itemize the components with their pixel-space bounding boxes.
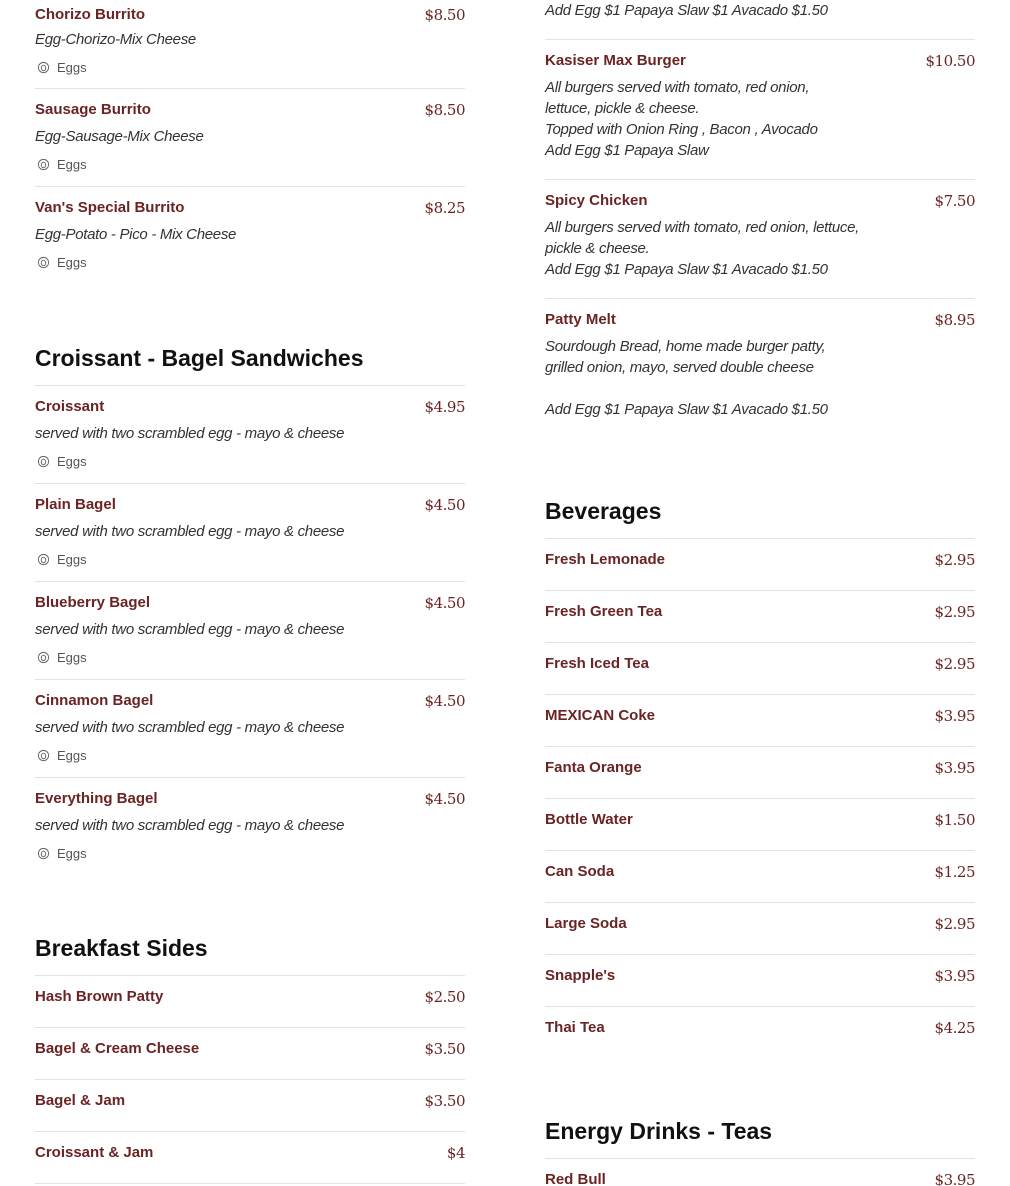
item-price: $8.50 xyxy=(424,101,465,119)
menu-item xyxy=(35,187,465,285)
section-header xyxy=(545,1118,975,1159)
croissant-bagel-section xyxy=(35,345,465,876)
menu-item xyxy=(545,799,975,851)
egg-icon xyxy=(37,553,50,566)
item-name: Chorizo Burrito xyxy=(35,6,145,23)
item-name: Plain Bagel xyxy=(35,496,116,513)
item-description: served with two scrambled egg - mayo & cheese xyxy=(35,523,345,540)
item-price: $8.50 xyxy=(424,6,465,24)
tag-label: Eggs xyxy=(57,157,87,172)
item-price: $2.50 xyxy=(424,988,465,1006)
item-description: Add Egg $1 Papaya Slaw $1 Avacado $1.50 xyxy=(545,2,828,19)
item-name: MEXICAN Coke xyxy=(545,707,656,724)
menu-item xyxy=(545,851,975,903)
menu-item xyxy=(35,582,465,680)
burritos-section xyxy=(35,0,465,285)
menu-item xyxy=(35,0,465,89)
egg-icon xyxy=(37,256,50,269)
tag-label: Eggs xyxy=(57,846,87,861)
menu-item xyxy=(545,180,975,299)
item-price: $4 xyxy=(446,1144,465,1162)
section-title: Beverages xyxy=(545,498,662,524)
menu-item xyxy=(35,386,465,484)
tag-label: Eggs xyxy=(57,650,87,665)
section-header xyxy=(545,498,975,539)
item-name: Hash Brown Patty xyxy=(35,988,164,1005)
section-title: Breakfast Sides xyxy=(35,935,208,961)
item-price: $3.95 xyxy=(934,707,975,725)
egg-icon xyxy=(37,455,50,468)
item-name: Croissant & Jam xyxy=(35,1144,154,1161)
item-name: Fresh Lemonade xyxy=(545,551,666,568)
item-name: Red Bull xyxy=(545,1171,606,1186)
item-name: Blueberry Bagel xyxy=(35,594,151,611)
menu-item xyxy=(35,1080,465,1132)
item-price: $10.50 xyxy=(925,52,975,70)
item-price: $8.95 xyxy=(934,311,975,329)
section-header xyxy=(35,935,465,976)
egg-icon xyxy=(37,651,50,664)
item-price: $3.50 xyxy=(424,1040,465,1058)
item-name: Croissant xyxy=(35,398,105,415)
menu-item xyxy=(545,747,975,799)
item-name: Bottle Water xyxy=(545,811,633,828)
breakfast-sides-section xyxy=(35,935,465,1184)
item-description: All burgers served with tomato, red onion, lettuce, pickle & cheese. Topped with Onion Ring , Bacon , Avocado Add Egg $1 Papaya Slaw xyxy=(545,79,818,159)
dietary-tag xyxy=(37,255,87,270)
item-price: $4.50 xyxy=(424,496,465,514)
item-name: Bagel & Cream Cheese xyxy=(35,1040,200,1057)
item-name: Everything Bagel xyxy=(35,790,158,807)
item-name: Sausage Burrito xyxy=(35,101,151,118)
item-price: $3.95 xyxy=(934,759,975,777)
egg-icon xyxy=(37,61,50,74)
menu-item-continued xyxy=(545,0,975,40)
menu-item xyxy=(545,955,975,1007)
menu-item xyxy=(545,591,975,643)
item-name: Large Soda xyxy=(545,915,627,932)
menu-item xyxy=(35,680,465,778)
item-price: $1.50 xyxy=(934,811,975,829)
item-price: $4.25 xyxy=(934,1019,975,1037)
item-name: Van's Special Burrito xyxy=(35,199,185,216)
menu-item xyxy=(545,539,975,591)
egg-icon xyxy=(37,158,50,171)
item-description: Egg-Potato - Pico - Mix Cheese xyxy=(35,226,237,243)
energy-drinks-section xyxy=(545,1118,975,1186)
menu-item xyxy=(545,1159,975,1186)
tag-label: Eggs xyxy=(57,255,87,270)
egg-icon xyxy=(37,749,50,762)
item-price: $4.50 xyxy=(424,790,465,808)
item-price: $4.95 xyxy=(424,398,465,416)
item-description: All burgers served with tomato, red onion, lettuce, pickle & cheese. Add Egg $1 Papaya Slaw $1 Avacado $1.50 xyxy=(545,219,860,278)
item-price: $1.25 xyxy=(934,863,975,881)
menu-item xyxy=(35,1028,465,1080)
egg-icon xyxy=(37,847,50,860)
menu-item xyxy=(35,976,465,1028)
item-name: Bagel & Jam xyxy=(35,1092,126,1109)
tag-label: Eggs xyxy=(57,748,87,763)
dietary-tag xyxy=(37,552,87,567)
item-name: Patty Melt xyxy=(545,311,616,328)
item-price: $4.50 xyxy=(424,692,465,710)
item-description: Egg-Sausage-Mix Cheese xyxy=(35,128,204,145)
menu-item xyxy=(545,40,975,180)
item-price: $2.95 xyxy=(934,603,975,621)
dietary-tag xyxy=(37,454,87,469)
dietary-tag xyxy=(37,157,87,172)
item-name: Spicy Chicken xyxy=(545,192,648,209)
item-price: $3.50 xyxy=(424,1092,465,1110)
section-title: Croissant - Bagel Sandwiches xyxy=(35,345,364,371)
item-price: $8.25 xyxy=(424,199,465,217)
item-price: $7.50 xyxy=(934,192,975,210)
item-name: Can Soda xyxy=(545,863,615,880)
item-name: Fanta Orange xyxy=(545,759,642,776)
item-description: served with two scrambled egg - mayo & cheese xyxy=(35,621,345,638)
dietary-tag xyxy=(37,650,87,665)
item-description: Egg-Chorizo-Mix Cheese xyxy=(35,31,196,48)
item-name: Snapple's xyxy=(545,967,616,984)
menu-item xyxy=(35,778,465,876)
tag-label: Eggs xyxy=(57,60,87,75)
item-price: $2.95 xyxy=(934,915,975,933)
item-name: Fresh Green Tea xyxy=(545,603,663,620)
dietary-tag xyxy=(37,60,87,75)
item-price: $4.50 xyxy=(424,594,465,612)
menu-item xyxy=(545,695,975,747)
item-price: $2.95 xyxy=(934,655,975,673)
menu-item xyxy=(545,643,975,695)
menu-item xyxy=(35,484,465,582)
menu-item xyxy=(545,1007,975,1059)
beverages-section xyxy=(545,498,975,1059)
tag-label: Eggs xyxy=(57,454,87,469)
item-price: $2.95 xyxy=(934,551,975,569)
section-title: Energy Drinks - Teas xyxy=(545,1118,773,1144)
item-name: Cinnamon Bagel xyxy=(35,692,154,709)
menu-item xyxy=(35,89,465,187)
item-description: served with two scrambled egg - mayo & cheese xyxy=(35,425,345,442)
item-description: Sourdough Bread, home made burger patty, grilled onion, mayo, served double cheese Add Egg $1 Papaya Slaw $1 Avacado $1.50 xyxy=(545,338,828,418)
dietary-tag xyxy=(37,748,87,763)
menu-item xyxy=(35,1132,465,1184)
item-name: Fresh Iced Tea xyxy=(545,655,649,672)
item-name: Kasiser Max Burger xyxy=(545,52,686,69)
item-price: $3.95 xyxy=(934,967,975,985)
burgers-section xyxy=(545,0,975,439)
item-name: Thai Tea xyxy=(545,1019,605,1036)
dietary-tag xyxy=(37,846,87,861)
item-description: served with two scrambled egg - mayo & cheese xyxy=(35,719,345,736)
tag-label: Eggs xyxy=(57,552,87,567)
item-price: $3.95 xyxy=(934,1171,975,1186)
menu-item xyxy=(545,299,975,439)
item-description: served with two scrambled egg - mayo & cheese xyxy=(35,817,345,834)
menu-item xyxy=(545,903,975,955)
section-header xyxy=(35,345,465,386)
